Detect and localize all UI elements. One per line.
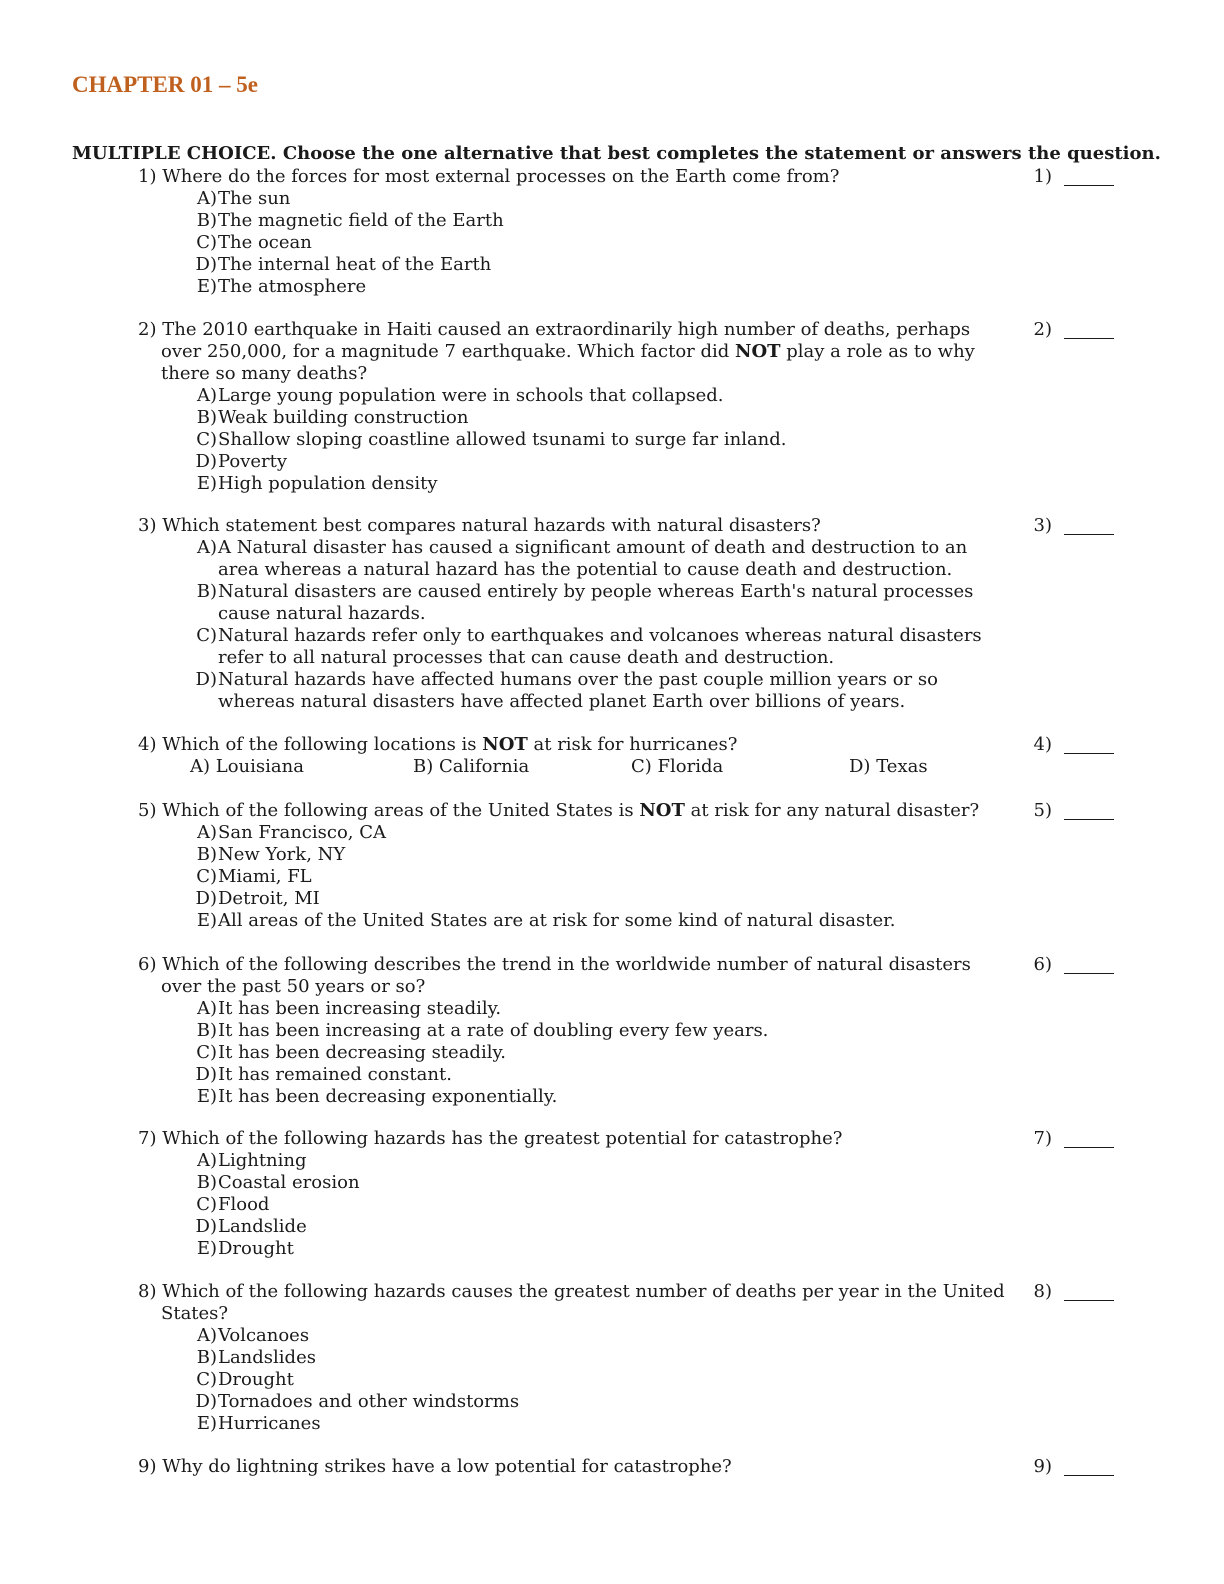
question-text: 3) Which statement best compares natural hazards with natural disasters? [138,515,821,536]
options-list [190,1325,1000,1435]
answer-blank[interactable] [1064,185,1114,186]
question-text: 8) Which of the following hazards causes the greatest number of deaths per year in the United States? [138,1281,1005,1324]
answer-label: 7) [1033,1128,1052,1149]
option-e[interactable]: E)It has been decreasing exponentially. [196,1086,558,1107]
option-d[interactable]: D)Natural hazards have affected humans over the past couple million years or so whereas natural disasters have affected planet Earth over billions of years. [195,669,938,712]
option-c[interactable]: C)Flood [196,1194,270,1215]
options-list [190,385,1000,495]
option-a[interactable]: A)Volcanoes [196,1325,310,1346]
answer-label: 1) [1033,166,1052,187]
answer-blank[interactable] [1064,1475,1114,1476]
option-b[interactable]: B)The magnetic field of the Earth [196,210,504,231]
option-b[interactable]: B) California [413,756,530,777]
options-list [190,1150,1000,1260]
option-a[interactable]: A)Large young population were in schools that collapsed. [196,385,724,406]
option-a[interactable]: A) Louisiana [190,756,304,777]
answer-label: 5) [1033,800,1052,821]
section-instructions: MULTIPLE CHOICE. Choose the one alternative that best completes the statement or answers the question. [72,143,1161,164]
option-e[interactable]: E)High population density [196,473,438,494]
option-e[interactable]: E)Drought [196,1238,294,1259]
answer-label: 6) [1033,954,1052,975]
option-c[interactable]: C) Florida [631,756,724,777]
option-b[interactable]: B)It has been increasing at a rate of doubling every few years. [196,1020,769,1041]
option-d[interactable]: D)Detroit, MI [195,888,320,909]
question-text: 5) Which of the following areas of the United States is NOT at risk for any natural disaster? [138,800,980,821]
question-text: 6) Which of the following describes the trend in the worldwide number of natural disasters over the past 50 years or so? [138,954,971,997]
option-e[interactable]: E)All areas of the United States are at risk for some kind of natural disaster. [196,910,896,931]
option-d[interactable]: D)It has remained constant. [195,1064,452,1085]
option-b[interactable]: B)Landslides [196,1347,316,1368]
option-c[interactable]: C)It has been decreasing steadily. [196,1042,506,1063]
option-a[interactable]: A)Lightning [196,1150,307,1171]
option-b[interactable]: B)Natural disasters are caused entirely by people whereas Earth's natural processes cause natural hazards. [196,581,974,624]
question-text: 1) Where do the forces for most external processes on the Earth come from? [138,166,840,187]
option-e[interactable]: E)The atmosphere [196,276,367,297]
answer-label: 9) [1033,1456,1052,1477]
chapter-title: CHAPTER 01 – 5e [72,72,258,97]
options-list [190,756,950,778]
option-c[interactable]: C)Drought [196,1369,294,1390]
option-a[interactable]: A)The sun [196,188,291,209]
answer-label: 8) [1033,1281,1052,1302]
answer-label: 3) [1033,515,1052,536]
question-text: 7) Which of the following hazards has the greatest potential for catastrophe? [138,1128,843,1149]
question-text: 9) Why do lightning strikes have a low potential for catastrophe? [138,1456,732,1477]
option-b[interactable]: B)Coastal erosion [196,1172,360,1193]
option-c[interactable]: C)Natural hazards refer only to earthquakes and volcanoes whereas natural disasters refer to all natural processes that can cause death and destruction. [196,625,982,668]
question-text: 4) Which of the following locations is NOT at risk for hurricanes? [138,734,738,755]
option-a[interactable]: A)It has been increasing steadily. [196,998,502,1019]
answer-blank[interactable] [1064,338,1114,339]
answer-blank[interactable] [1064,1300,1114,1301]
option-d[interactable]: D)The internal heat of the Earth [195,254,492,275]
option-b[interactable]: B)Weak building construction [196,407,469,428]
option-a[interactable]: A)A Natural disaster has caused a significant amount of death and destruction to an area whereas a natural hazard has the potential to cause death and destruction. [196,537,968,580]
options-list [190,822,1000,932]
option-c[interactable]: C)Miami, FL [196,866,312,887]
answer-label: 4) [1033,734,1052,755]
option-d[interactable]: D) Texas [849,756,928,777]
answer-blank[interactable] [1064,534,1114,535]
answer-blank[interactable] [1064,973,1114,974]
options-list [190,188,1000,298]
option-a[interactable]: A)San Francisco, CA [196,822,387,843]
options-list [190,537,1000,713]
answer-blank[interactable] [1064,1147,1114,1148]
answer-blank[interactable] [1064,819,1114,820]
option-e[interactable]: E)Hurricanes [196,1413,321,1434]
option-d[interactable]: D)Landslide [195,1216,307,1237]
option-d[interactable]: D)Poverty [195,451,288,472]
option-d[interactable]: D)Tornadoes and other windstorms [195,1391,520,1412]
option-b[interactable]: B)New York, NY [196,844,346,865]
answer-label: 2) [1033,319,1052,340]
option-c[interactable]: C)The ocean [196,232,312,253]
options-list [190,998,1000,1108]
answer-blank[interactable] [1064,753,1114,754]
question-text: 2) The 2010 earthquake in Haiti caused an extraordinarily high number of deaths, perhaps over 250,000, for a magnitude 7 earthquake. Which factor did NOT play a role as to why there so many deaths? [138,319,975,384]
option-c[interactable]: C)Shallow sloping coastline allowed tsunami to surge far inland. [196,429,787,450]
